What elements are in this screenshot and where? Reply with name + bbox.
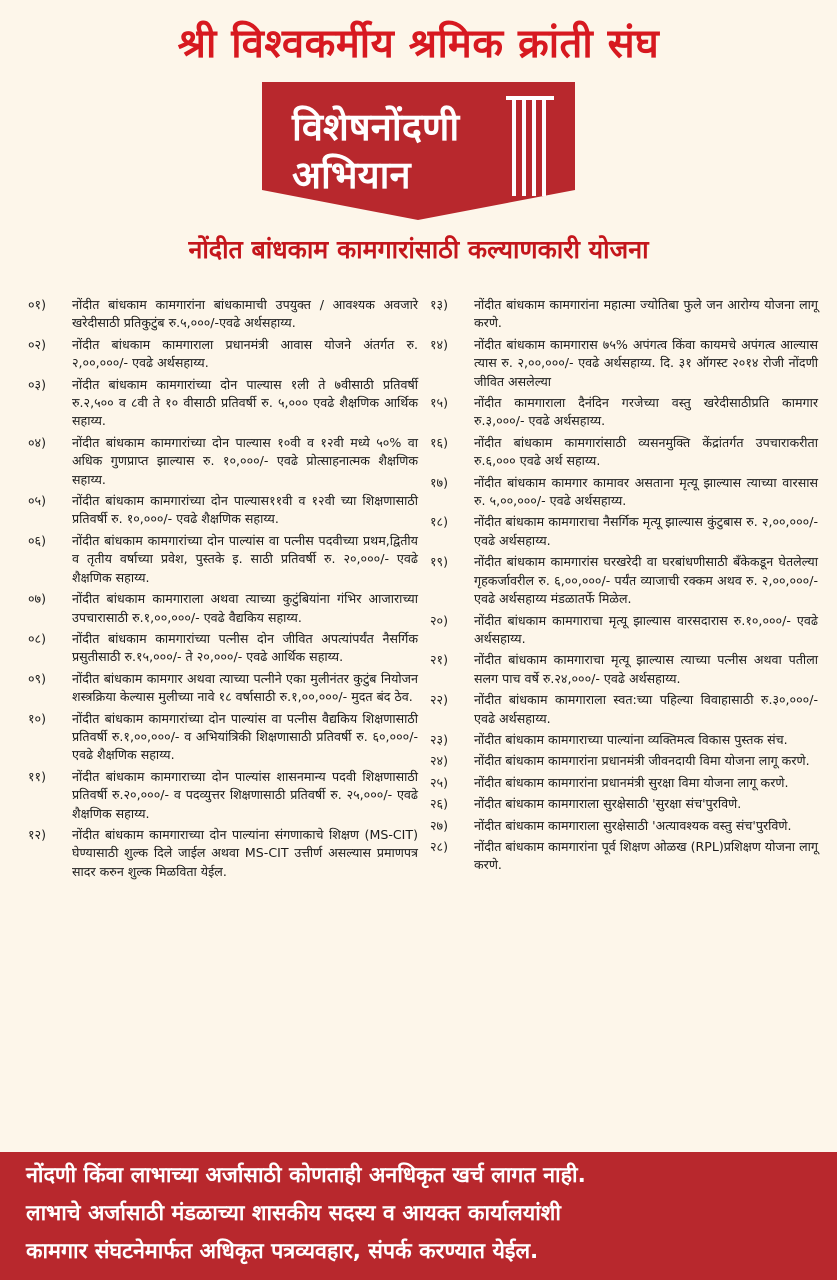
item-text: नोंदीत बांधकाम कामगारांना प्रधानमंत्री जीवनदायी विमा योजना लागू करणे.	[474, 753, 810, 769]
footer-line-3: कामगार संघटनेमार्फत अधिकृत पत्रव्यवहार, संपर्क करण्यात येईल.	[26, 1239, 539, 1264]
item-text: नोंदीत बांधकाम कामगारांच्या पत्नीस दोन जीवित अपत्यांपर्यंत नैसर्गिक प्रसुतीसाठी रु.१५,०००/- ते २०,०००/- एवढे आर्थिक सहाय्य.	[72, 630, 418, 665]
left-column	[28, 296, 418, 884]
page-title: श्री विश्वकर्मीय श्रमिक क्रांती संघ	[177, 21, 660, 67]
item-text: नोंदीत बांधकाम कामगारांच्या दोन पाल्यास १ली ते ७वीसाठी प्रतिवर्षी रु.२,५०० व ८वी ते १० वीसाठी प्रतिवर्षी रु. ५,००० एवढे शैक्षणिक आर्थिक सहाय्य.	[72, 376, 418, 429]
list-item	[430, 651, 818, 688]
item-number: १८)	[430, 514, 449, 530]
item-number: १७)	[430, 474, 449, 490]
list-item	[430, 752, 818, 770]
item-number: ०९)	[28, 670, 47, 686]
item-text: नोंदीत बांधकाम कामगाराला सुरक्षेसाठी 'सुरक्षा संच'पुरविणे.	[474, 796, 742, 812]
list-item	[28, 590, 418, 627]
item-text: नोंदीत कामगाराला दैनंदिन गरजेच्या वस्तु खरेदीसाठीप्रति कामगार रु.३,०००/- एवढे अर्थसहाय्य.	[474, 395, 818, 429]
list-item	[430, 296, 818, 333]
item-number: ०४)	[28, 434, 47, 450]
list-item	[28, 670, 418, 707]
item-text: नोंदीत बांधकाम कामगाराला अथवा त्याच्या कुटुंबियांना गंभिर आजाराच्या उपचारासाठी रु.१,००,०००/- एवढे वैद्यकिय सहाय्य.	[72, 591, 418, 625]
item-text: नोंदीत बांधकाम कामगारास ७५% अपंगत्व किंवा कायमचे अपंगत्व आल्यास त्यास रु. २,००,०००/- एवढे अर्थसहाय्य. दि. ३१ ऑगस्ट २०१४ रोजी नोंदणी जीवित असलेल्या	[474, 336, 818, 389]
right-column	[430, 296, 818, 878]
list-item	[430, 336, 818, 391]
item-number: २३)	[430, 731, 449, 747]
subtitle: नोंदीत बांधकाम कामगारांसाठी कल्याणकारी योजना	[188, 235, 649, 264]
list-item	[430, 731, 818, 749]
item-text: नोंदीत बांधकाम कामगाराला प्रधानमंत्री आवास योजने अंतर्गत रु. २,००,०००/- एवढे अर्थसहाय्य.	[72, 336, 418, 371]
item-number: २८)	[430, 838, 449, 854]
item-number: ०२)	[28, 336, 47, 352]
list-item	[28, 532, 418, 587]
footer-banner	[0, 1152, 837, 1280]
list-item	[28, 630, 418, 667]
item-text: नोंदीत बांधकाम कामगारांस घरखरेदी वा घरबांधणीसाठी बँकेकडून घेतलेल्या गृहकर्जावरील रु. ६,००,०००/- पर्यंत व्याजाची रक्कम अथव रु. २,००,०००/-एवढे अर्थसहाय्य मंडळातर्फे मिळेल.	[474, 554, 818, 607]
item-text: नोंदीत बांधकाम कामगार कामावर असताना मृत्यू झाल्यास त्याच्या वारसास रु. ५,००,०००/- एवढे अर्थसहाय्य.	[474, 474, 818, 509]
item-text: नोंदीत बांधकाम कामगारांना महात्मा ज्योतिबा फुले जन आरोग्य योजना लागू करणे.	[474, 297, 818, 331]
item-number: २१)	[430, 652, 449, 668]
item-number: २६)	[430, 796, 449, 812]
list-item	[28, 768, 418, 823]
list-item	[430, 838, 818, 875]
item-text: नोंदीत बांधकाम कामगाराचा मृत्यू झाल्यास वारसदारास रु.१०,०००/- एवढे अर्थसहाय्य.	[474, 612, 818, 646]
badge-line-1: विशेषनोंदणी	[292, 105, 460, 149]
footer-line-1: नोंदणी किंवा लाभाच्या अर्जासाठी कोणताही अनधिकृत खर्च लागत नाही.	[26, 1163, 586, 1188]
list-item	[430, 795, 818, 813]
list-item	[430, 553, 818, 608]
item-text: नोंदीत बांधकाम कामगाराचा मृत्यू झाल्यास त्याच्या पत्नीस अथवा पतीला सलग पाच वर्षे रु.२४,०००/- एवढे अर्थसहाय्य.	[474, 652, 818, 686]
item-number: ०८)	[28, 630, 47, 646]
list-item	[28, 434, 418, 489]
item-number: १०)	[28, 710, 47, 726]
item-number: ११)	[28, 768, 47, 784]
item-number: २०)	[430, 612, 449, 628]
item-number: ०६)	[28, 532, 47, 548]
list-item	[28, 492, 418, 529]
item-text: नोंदीत बांधकाम कामगारांच्या दोन पाल्यास११वी व १२वी च्या शिक्षणासाठी प्रतिवर्षी रु. १०,०००/- एवढे शैक्षणिक सहाय्य.	[72, 493, 418, 527]
item-number: ०७)	[28, 591, 47, 607]
item-number: ०५)	[28, 493, 47, 509]
list-item	[28, 336, 418, 373]
list-item	[430, 434, 818, 471]
item-text: नोंदीत बांधकाम कामगाराच्या दोन पाल्यांस शासनमान्य पदवी शिक्षणासाठी प्रतिवर्षी रु.२०,०००/- व पदव्युत्तर शिक्षणासाठी प्रतिवर्षी रु. २५,०००/- एवढे शैक्षणिक सहाय्य.	[72, 768, 418, 821]
list-item	[430, 394, 818, 431]
item-number: १६)	[430, 434, 449, 450]
campaign-badge	[262, 82, 575, 220]
list-item	[430, 612, 818, 649]
item-number: ०१)	[28, 297, 47, 312]
item-text: नोंदीत बांधकाम कामगारांना बांधकामाची उपयुक्त / आवश्यक अवजारे खरेदीसाठी प्रतिकुटुंब रु.५,०००/-एवढे अर्थसहाय्य.	[72, 297, 418, 331]
item-number: १४)	[430, 336, 449, 352]
item-text: नोंदीत बांधकाम कामगाराचा नैसर्गिक मृत्यू झाल्यास कुंटुबास रु. २,००,०००/- एवढे अर्थसहाय्य.	[474, 514, 818, 548]
item-text: नोंदीत बांधकाम कामगारांसाठी व्यसनमुक्ति केंद्रांतर्गत उपचाराकरीता रु.६,००० एवढे अर्थ सहाय्य.	[474, 434, 818, 469]
list-item	[28, 376, 418, 431]
item-text: नोंदीत बांधकाम कामगाराला स्वत:च्या पहिल्या विवाहासाठी रु.३०,०००/- एवढे अर्थसहाय्य.	[474, 692, 818, 726]
item-text: नोंदीत बांधकाम कामगाराला सुरक्षेसाठी 'अत्यावश्यक वस्तु संच'पुरविणे.	[474, 817, 792, 833]
list-item	[28, 296, 418, 333]
item-text: नोंदीत बांधकाम कामगाराच्या पाल्यांना व्यक्तिमत्व विकास पुस्तक संच.	[474, 731, 788, 747]
list-item	[28, 826, 418, 881]
item-number: २५)	[430, 774, 449, 790]
item-number: १५)	[430, 395, 449, 411]
badge-line-2: अभियान	[292, 153, 411, 197]
item-text: नोंदीत बांधकाम कामगारांच्या दोन पाल्यास १०वी व १२वी मध्ये ५०% वा अधिक गुणप्राप्त झाल्यास रु. १०,०००/- एवढे प्रोत्साहनात्मक शैक्षणिक सहाय्य.	[72, 434, 418, 487]
item-number: २४)	[430, 753, 449, 769]
item-text: नोंदीत बांधकाम कामगार अथवा त्याच्या पत्नीने एका मुलीनंतर कुटुंब नियोजन शस्त्रक्रिया केल्यास मुलीच्या नावे १८ वर्षासाठी रु.१,००,०००/- मुदत बंद ठेव.	[72, 670, 418, 705]
item-number: २७)	[430, 817, 449, 833]
item-text: नोंदीत बांधकाम कामगारांना प्रधानमंत्री सुरक्षा विमा योजना लागू करणे.	[474, 774, 789, 790]
list-item	[430, 774, 818, 792]
item-text: नोंदीत बांधकाम कामगारांच्या दोन पाल्यांस वा पत्नीस पदवीच्या प्रथम,द्वितीय व तृतीय वर्षाच्या प्रवेश, पुस्तके इ. साठी प्रतिवर्षी रु. २०,०००/- एवढे शैक्षणिक सहाय्य.	[72, 532, 418, 585]
item-text: नोंदीत बांधकाम कामगारांच्या दोन पाल्यांस वा पत्नीस वैद्यकिय शिक्षणासाठी प्रतिवर्षी रु.१,००,०००/- व अभियांत्रिकी शिक्षणासाठी प्रतिवर्षी रु. ६०,०००/- एवढे शैक्षणिक सहाय्य.	[72, 710, 418, 763]
list-item	[430, 474, 818, 511]
footer-line-2: लाभाचे अर्जासाठी मंडळाच्या शासकीय सदस्य व आयक्त कार्यालयांशी	[26, 1201, 561, 1226]
list-item	[430, 691, 818, 728]
list-item	[28, 710, 418, 765]
item-number: १२)	[28, 826, 47, 842]
scheme-list	[28, 296, 816, 1144]
list-item	[430, 817, 818, 835]
item-number: ०३)	[28, 376, 47, 392]
item-number: २२)	[430, 692, 449, 708]
list-item	[430, 513, 818, 550]
item-text: नोंदीत बांधकाम कामगाराच्या दोन पाल्यांना संगणाकाचे शिक्षण (MS-CIT) घेण्यासाठी शुल्क दिले जाईल अथवा MS-CIT उत्तीर्ण असल्यास प्रमाणपत्र सादर करुन शुल्क मिळविता येईल.	[72, 826, 418, 879]
item-text: नोंदीत बांधकाम कामगारांना पूर्व शिक्षण ओळख (RPL)प्रशिक्षण योजना लागू करणे.	[474, 838, 818, 873]
item-number: १३)	[430, 297, 449, 312]
item-number: १९)	[430, 554, 449, 570]
